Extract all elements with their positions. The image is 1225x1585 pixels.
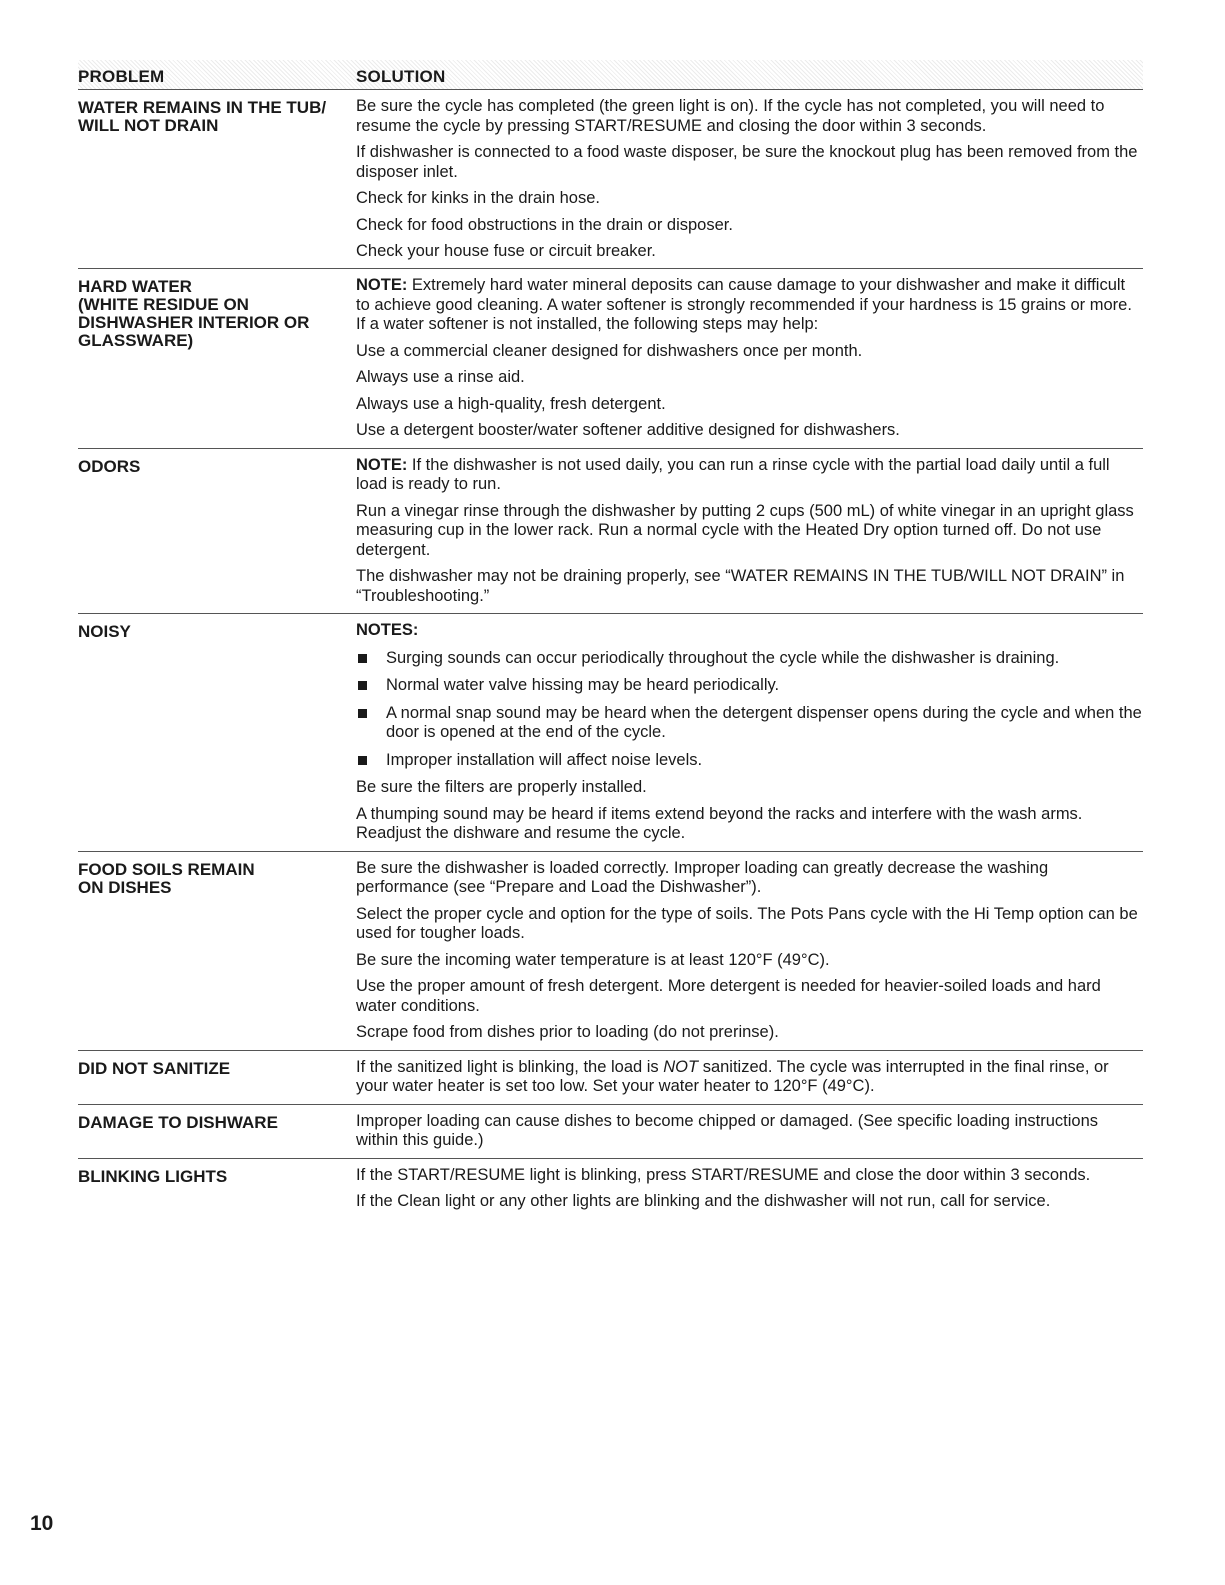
solution-text: Always use a high-quality, fresh detergent.	[356, 394, 666, 413]
solution-text: Scrape food from dishes prior to loading (do not prerinse).	[356, 1023, 779, 1041]
table-row	[78, 1105, 1143, 1159]
problem-text: NOISY	[78, 622, 131, 641]
list-item	[356, 676, 1143, 696]
problem-text: HARD WATER (WHITE RESIDUE ON DISHWASHER INTERIOR OR GLASSWARE)	[78, 277, 310, 350]
square-bullet-icon	[358, 654, 367, 663]
solution-cell	[356, 1166, 1143, 1212]
note-label: NOTE:	[356, 276, 408, 294]
problem-text: DAMAGE TO DISHWARE	[78, 1112, 278, 1132]
solution-text: If the START/RESUME light is blinking, press START/RESUME and close the door within 3 seconds.	[356, 1165, 1091, 1184]
table-row	[78, 269, 1143, 449]
table-row	[78, 1051, 1143, 1105]
solution-cell	[356, 1058, 1143, 1097]
square-bullet-icon	[358, 756, 367, 765]
solution-cell	[356, 97, 1143, 261]
solution-cell	[356, 1112, 1143, 1151]
solution-text: Use the proper amount of fresh detergent. More detergent is needed for heavier-soiled loads and hard water conditions.	[356, 977, 1101, 1015]
square-bullet-icon	[358, 709, 367, 718]
problem-label	[78, 1058, 356, 1097]
problem-label	[78, 1166, 356, 1212]
problem-label	[78, 859, 356, 1043]
solution-text: The dishwasher may not be draining properly, see “WATER REMAINS IN THE TUB/WILL NOT DRAIN” in “Troubleshooting.”	[356, 567, 1125, 605]
table-row	[78, 90, 1143, 269]
list-item	[356, 704, 1143, 743]
solution-text: Be sure the filters are properly installed.	[356, 778, 647, 796]
solution-text: Always use a rinse aid.	[356, 368, 525, 386]
problem-text: WATER REMAINS IN THE TUB/ WILL NOT DRAIN	[78, 98, 327, 135]
problem-label	[78, 276, 356, 441]
solution-text: Be sure the cycle has completed (the green light is on). If the cycle has not completed, you will need to resume the cycle by pressing START/RESUME and closing the door within 3 seconds.	[356, 97, 1105, 135]
notes-label: NOTES:	[356, 621, 419, 639]
solution-text: Run a vinegar rinse through the dishwasher by putting 2 cups (500 mL) of white vinegar in an upright glass measuring cup in the lower rack. Run a normal cycle with the Heated Dry option turned off. Do not use detergent.	[356, 501, 1134, 559]
list-item	[356, 649, 1143, 669]
notes-list	[356, 649, 1143, 771]
solution-text: Improper loading can cause dishes to become chipped or damaged. (See specific loading instructions within this guide.)	[356, 1111, 1099, 1149]
list-item	[356, 751, 1143, 771]
sanitize-text-end: sanitized. The cycle was interrupted in the final rinse, or your water heater is set too low. Set your water heater to 120°F (49°C).	[356, 1057, 1109, 1095]
solution-text: Check for food obstructions in the drain or disposer.	[356, 215, 733, 234]
problem-label	[78, 1112, 356, 1151]
solution-cell	[356, 621, 1143, 844]
problem-text: DID NOT SANITIZE	[78, 1058, 231, 1078]
list-item-text: A normal snap sound may be heard when the detergent dispenser opens during the cycle and when the door is opened at the end of the cycle.	[386, 703, 1142, 741]
solution-text: Use a detergent booster/water softener additive designed for dishwashers.	[356, 421, 900, 439]
list-item-text: Improper installation will affect noise levels.	[386, 750, 703, 769]
note-text: If the dishwasher is not used daily, you can run a rinse cycle with the partial load daily until a full load is ready to run.	[356, 455, 1110, 493]
table-row	[78, 614, 1143, 852]
table-header	[78, 60, 1143, 90]
troubleshooting-table	[78, 60, 1143, 1219]
solution-text: Be sure the dishwasher is loaded correctly. Improper loading can greatly decrease the washing performance (see “Prepare and Load the Dishwasher”).	[356, 858, 1049, 896]
problem-text: FOOD SOILS REMAIN ON DISHES	[78, 859, 255, 897]
table-row	[78, 449, 1143, 615]
list-item-text: Normal water valve hissing may be heard periodically.	[386, 676, 780, 694]
solution-text	[356, 1058, 1143, 1097]
problem-text: BLINKING LIGHTS	[78, 1166, 228, 1186]
solution-cell	[356, 456, 1143, 607]
problem-label	[78, 456, 356, 607]
solution-text: Check your house fuse or circuit breaker.	[356, 242, 656, 260]
note-text: Extremely hard water mineral deposits can cause damage to your dishwasher and make it difficult to achieve good cleaning. A water softener is strongly recommended if your hardness is 15 grains or more. If a water softener is not installed, the following steps may help:	[356, 276, 1132, 333]
table-row	[78, 852, 1143, 1051]
table-row	[78, 1159, 1143, 1219]
sanitize-emphasis: NOT	[663, 1057, 699, 1076]
solution-column-header: SOLUTION	[356, 67, 446, 86]
list-item-text: Surging sounds can occur periodically throughout the cycle while the dishwasher is draining.	[386, 648, 1060, 667]
solution-text: Select the proper cycle and option for the type of soils. The Pots Pans cycle with the Hi Temp option can be used for tougher loads.	[356, 904, 1138, 942]
page-number: 10	[30, 1512, 54, 1535]
solution-text: A thumping sound may be heard if items extend beyond the racks and interfere with the wash arms. Readjust the dishware and resume the cycle.	[356, 804, 1083, 842]
sanitize-text-start: If the sanitized light is blinking, the load is	[356, 1057, 664, 1076]
problem-text: ODORS	[78, 456, 141, 476]
solution-cell	[356, 276, 1143, 441]
problem-label	[78, 97, 356, 261]
problem-label	[78, 621, 356, 844]
note-paragraph	[356, 456, 1143, 495]
problem-column-header: PROBLEM	[78, 67, 165, 86]
square-bullet-icon	[358, 681, 367, 690]
note-label: NOTE:	[356, 455, 408, 474]
solution-text: If the Clean light or any other lights are blinking and the dishwasher will not run, call for service.	[356, 1192, 1051, 1210]
solution-text: Check for kinks in the drain hose.	[356, 189, 600, 207]
note-paragraph	[356, 276, 1143, 335]
solution-text: If dishwasher is connected to a food waste disposer, be sure the knockout plug has been removed from the disposer inlet.	[356, 143, 1138, 181]
solution-text: Be sure the incoming water temperature is at least 120°F (49°C).	[356, 950, 830, 969]
solution-cell	[356, 859, 1143, 1043]
solution-text: Use a commercial cleaner designed for dishwashers once per month.	[356, 341, 863, 360]
